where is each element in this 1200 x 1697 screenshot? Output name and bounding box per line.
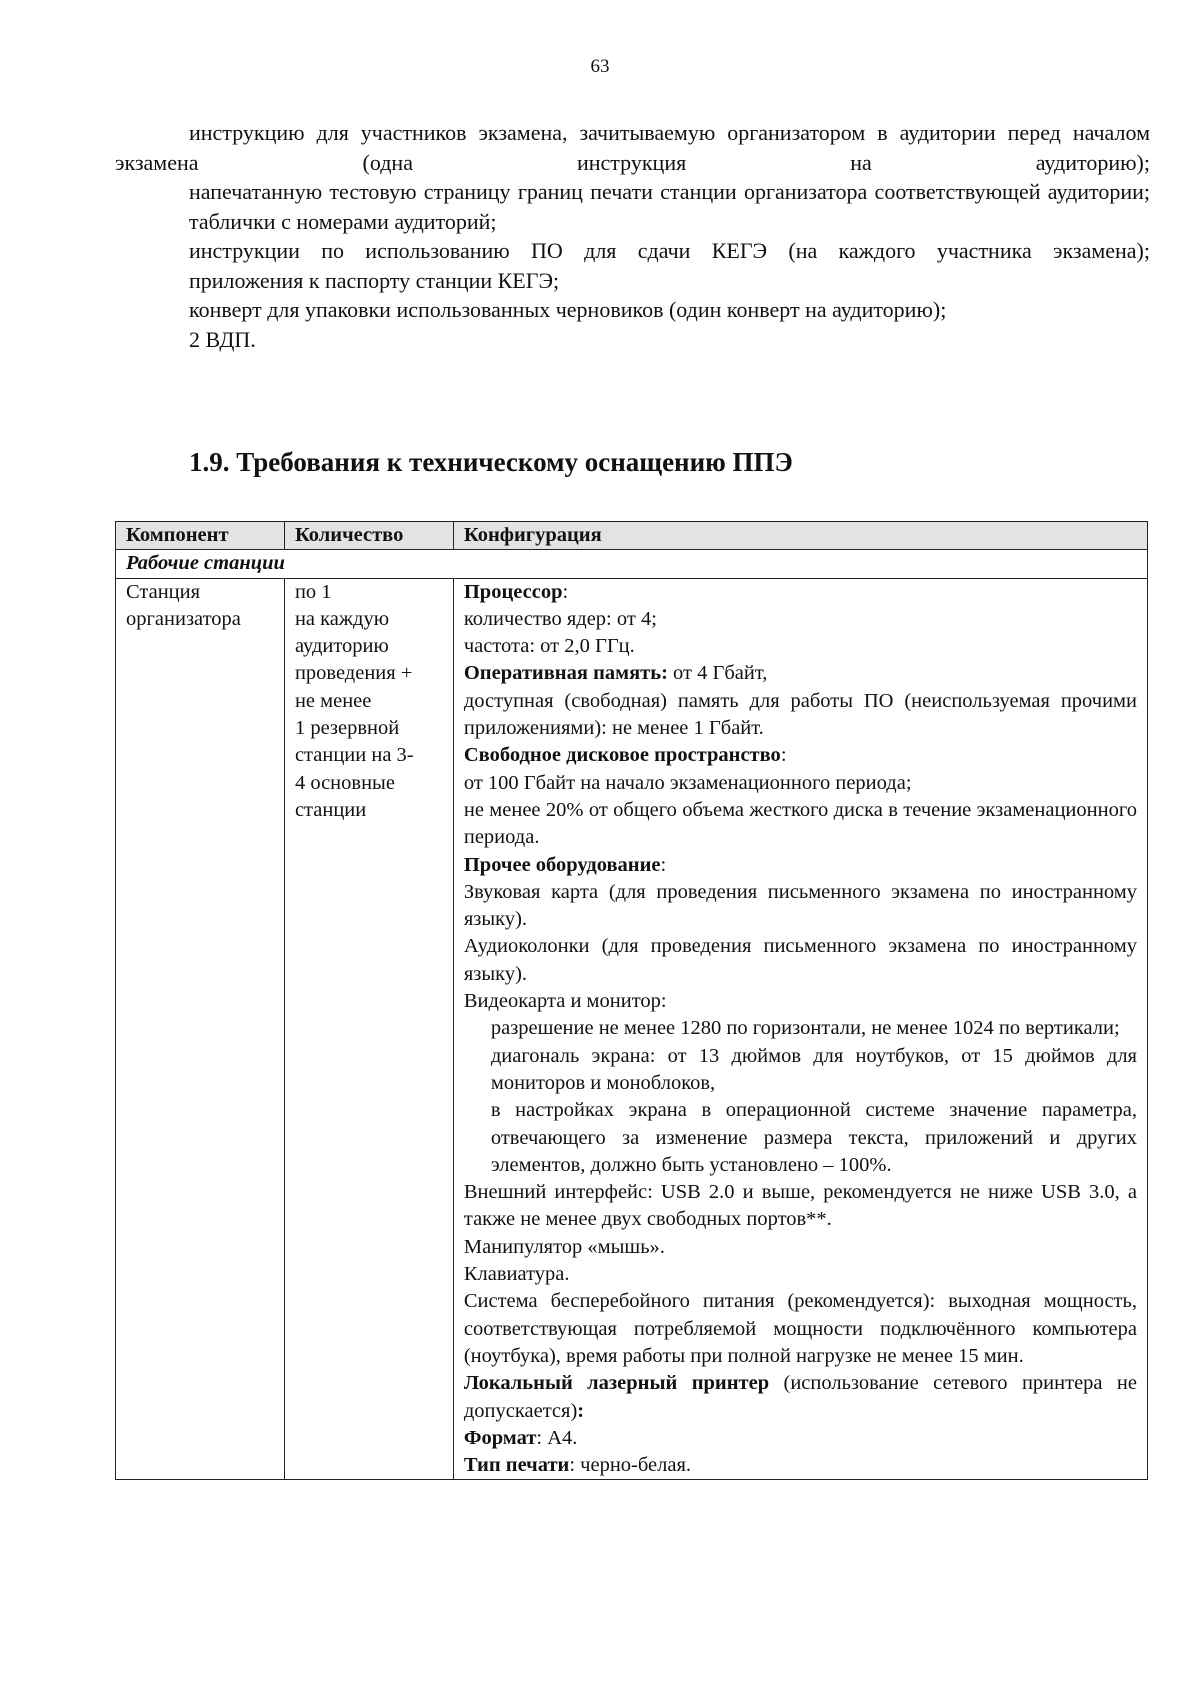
intro-item: 2 ВДП.: [189, 326, 256, 352]
printer-note: (использование сетевого принтера не допускается): [463, 1372, 1137, 1422]
ups: Система бесперебойного питания (рекомендуется): выходная мощность, соответствующая потребляемой мощности подключённого компьютера (ноутбука), время работы при полной нагрузке не менее 15 мин.: [463, 1290, 1137, 1367]
intro-item: инструкцию для участников экзамена, зачитываемую организатором в аудитории перед началом экзамена (одна инструкция на аудиторию);: [115, 120, 1150, 175]
quantity-line: 4 основные: [294, 771, 395, 794]
section-label: Рабочие станции: [116, 550, 1148, 578]
table-header-row: [116, 522, 1148, 550]
ram-label: Оперативная память:: [463, 662, 668, 685]
quantity-line: не менее: [294, 689, 372, 712]
format-label: Формат: [463, 1426, 537, 1449]
intro-item: инструкции по использованию ПО для сдачи КЕГЭ (на каждого участника экзамена);: [189, 238, 1150, 263]
intro-list: [115, 118, 1150, 354]
column-header-configuration: Конфигурация: [453, 522, 1147, 550]
printer-colon: :: [577, 1399, 585, 1422]
intro-item: приложения к паспорту станции КЕГЭ;: [189, 267, 560, 293]
quantity-line: 1 резервной: [294, 717, 400, 740]
video-resolution: разрешение не менее 1280 по горизонтали, не менее 1024 по вертикали;: [490, 1017, 1120, 1040]
disk-heading: [464, 742, 1137, 769]
other-label-tail: :: [660, 853, 667, 876]
quantity-line: по 1: [294, 580, 332, 603]
quantity-cell: [284, 578, 453, 1480]
component-line: Станция: [126, 580, 201, 603]
column-header-quantity: Количество: [284, 522, 453, 550]
page-number: 63: [590, 56, 610, 77]
print-type-label: Тип печати: [463, 1454, 570, 1477]
intro-item: конверт для упаковки использованных черновиков (один конверт на аудиторию);: [189, 297, 947, 322]
configuration-cell: [453, 578, 1147, 1480]
table-row: [116, 578, 1148, 1480]
disk-label-tail: :: [780, 744, 787, 767]
quantity-line: станции: [294, 798, 367, 821]
printer-label: Локальный лазерный принтер: [463, 1372, 770, 1395]
component-line: организатора: [126, 607, 241, 630]
ram-free: доступная (свободная) память для работы ПО (неиспользуемая прочими приложениями): не менее 1 Гбайт.: [463, 689, 1137, 740]
intro-item: напечатанную тестовую страницу границ печати станции организатора соответствующей аудитории;: [189, 179, 1150, 204]
printer-format: [464, 1425, 1137, 1452]
other-label: Прочее оборудование: [463, 853, 661, 876]
sound-card: Звуковая карта (для проведения письменного экзамена по иностранному языку).: [463, 880, 1137, 931]
section-heading: 1.9. Требования к техническому оснащению ППЭ: [189, 447, 793, 477]
usb-interface: Внешний интерфейс: USB 2.0 и выше, рекомендуется не ниже USB 3.0, а также не менее двух свободных портов**.: [463, 1181, 1137, 1231]
ram-value: от 4 Гбайт,: [667, 662, 768, 685]
quantity-line: станции на 3-: [294, 744, 414, 767]
intro-item: таблички с номерами аудиторий;: [189, 208, 497, 234]
component-cell: [116, 578, 285, 1480]
video-diagonal: диагональ экрана: от 13 дюймов для ноутбуков, от 15 дюймов для мониторов и моноблоков,: [490, 1044, 1137, 1094]
cpu-heading: [464, 579, 1137, 606]
cpu-label: Процессор: [463, 580, 563, 603]
disk-label: Свободное дисковое пространство: [463, 744, 781, 767]
disk-start: от 100 Гбайт на начало экзаменационного периода;: [463, 771, 912, 794]
speakers: Аудиоколонки (для проведения письменного экзамена по иностранному языку).: [463, 935, 1137, 985]
printer-type: [464, 1452, 1137, 1479]
cpu-label-tail: :: [562, 580, 569, 603]
mouse: Манипулятор «мышь».: [463, 1235, 665, 1258]
keyboard: Клавиатура.: [463, 1263, 570, 1286]
table-section-row: [116, 550, 1148, 578]
format-value: : А4.: [536, 1426, 578, 1449]
cpu-cores: количество ядер: от 4;: [463, 607, 657, 630]
requirements-table: [115, 521, 1148, 1480]
ram-heading: [464, 660, 1137, 687]
quantity-line: аудиторию: [294, 635, 389, 658]
printer-heading: [464, 1370, 1137, 1425]
quantity-line: проведения +: [294, 662, 413, 685]
other-heading: [464, 852, 1137, 879]
video-heading: Видеокарта и монитор:: [463, 990, 667, 1013]
disk-during: не менее 20% от общего объема жесткого диска в течение экзаменационного периода.: [463, 798, 1137, 849]
quantity-line: на каждую: [294, 607, 390, 630]
print-type-value: : черно-белая.: [569, 1454, 692, 1477]
video-scaling: в настройках экрана в операционной системе значение параметра, отвечающего за изменение размера текста, приложений и других элементов, должно быть установлено – 100%.: [490, 1099, 1137, 1176]
column-header-component: Компонент: [116, 522, 285, 550]
cpu-frequency: частота: от 2,0 ГГц.: [463, 635, 635, 658]
